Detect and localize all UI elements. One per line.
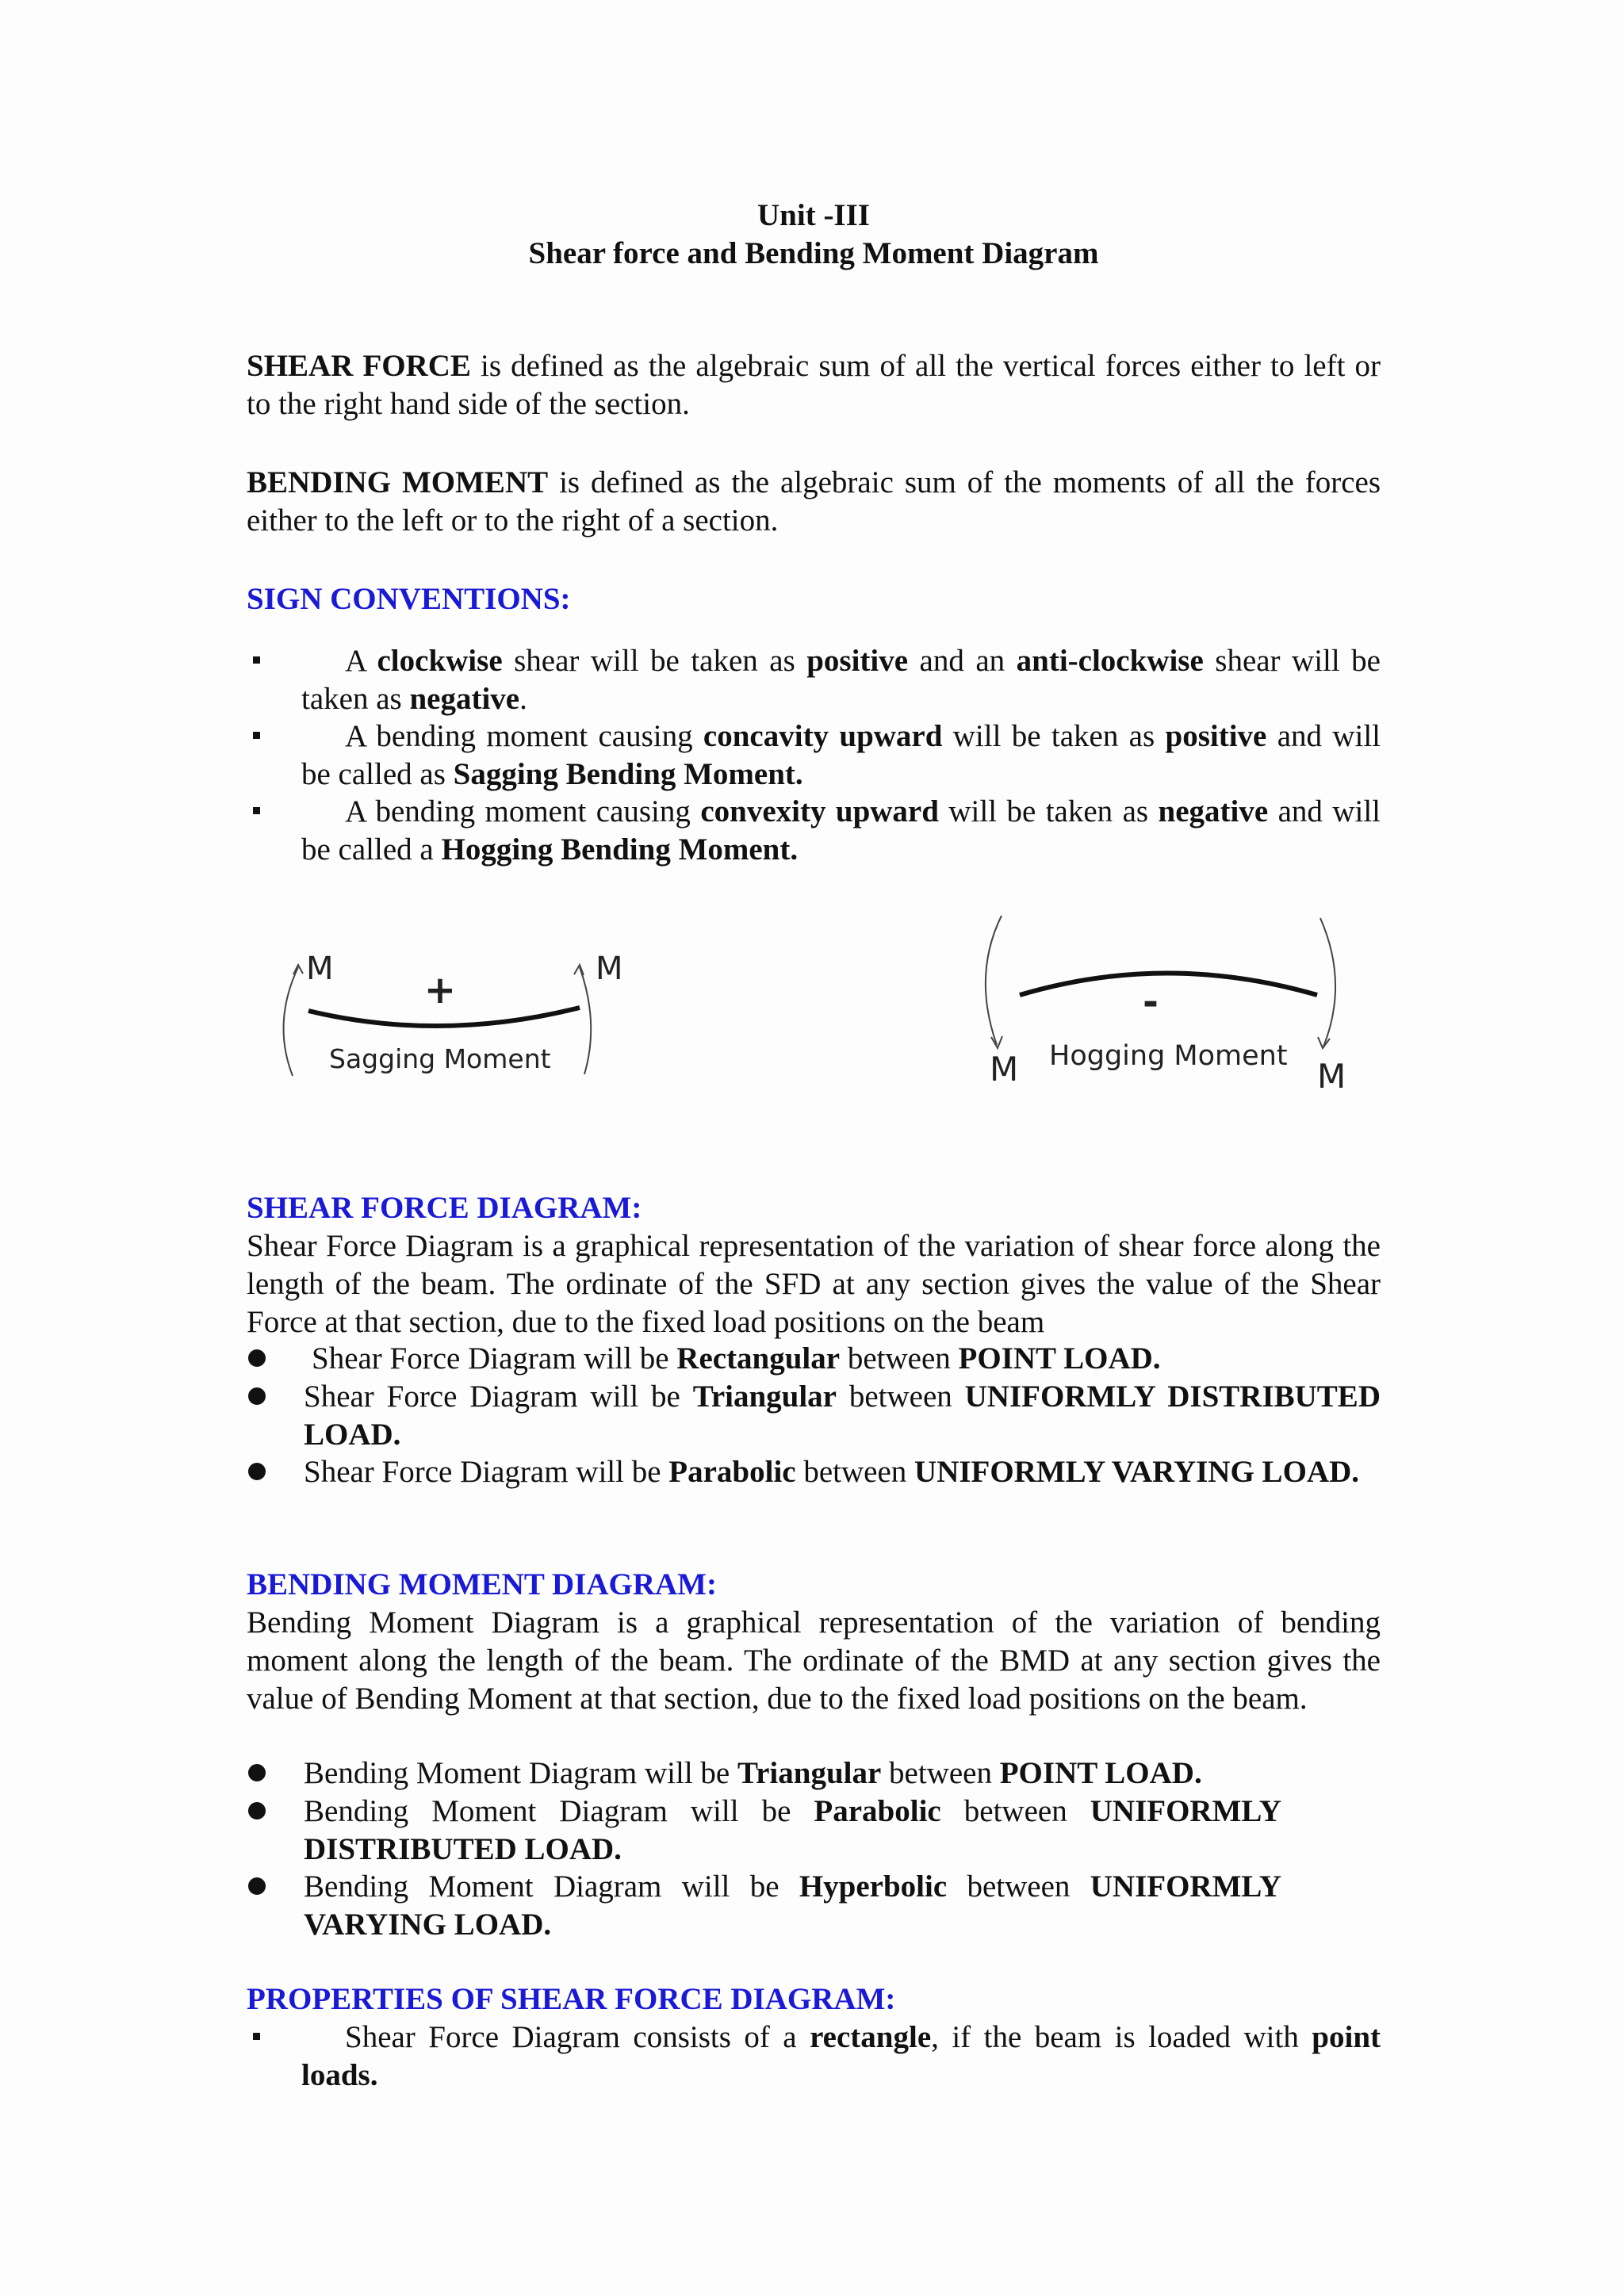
moment-label-left: M bbox=[990, 1050, 1019, 1089]
positive-sign: + bbox=[423, 968, 457, 1012]
sagging-moment-label: Sagging Moment bbox=[329, 1043, 551, 1074]
right-moment-arrow-icon bbox=[1320, 918, 1335, 1047]
list-item: A clockwise shear will be taken as positive and an anti-clockwise shear will be taken as negative. bbox=[247, 642, 1381, 718]
hogging-beam-curve bbox=[1020, 974, 1317, 996]
moment-label-right: M bbox=[1317, 1057, 1346, 1096]
list-item: Shear Force Diagram will be Rectangular between POINT LOAD. bbox=[247, 1340, 1381, 1378]
negative-sign: - bbox=[1143, 980, 1159, 1024]
list-item: Shear Force Diagram consists of a rectangle, if the beam is loaded with point loads. bbox=[247, 2019, 1381, 2095]
hogging-moment-label: Hogging Moment bbox=[1049, 1040, 1288, 1072]
sign-conventions-heading: SIGN CONVENTIONS: bbox=[247, 582, 571, 616]
round-bullet-icon bbox=[248, 1349, 266, 1367]
round-bullet-icon bbox=[248, 1764, 266, 1781]
square-bullet-icon bbox=[253, 656, 260, 664]
list-item: Shear Force Diagram will be Triangular between UNIFORMLY DISTRIBUTED LOAD. bbox=[247, 1378, 1381, 1454]
page-title: Shear force and Bending Moment Diagram bbox=[528, 236, 1099, 270]
list-item: A bending moment causing concavity upward will be taken as positive and will be called as Sagging Bending Moment. bbox=[247, 718, 1381, 794]
list-item: Bending Moment Diagram will be Parabolic between UNIFORMLY DISTRIBUTED LOAD. bbox=[247, 1793, 1281, 1869]
square-bullet-icon bbox=[253, 732, 260, 739]
shear-force-term: SHEAR FORCE bbox=[247, 349, 471, 383]
round-bullet-icon bbox=[248, 1877, 266, 1895]
sfd-properties-heading: PROPERTIES OF SHEAR FORCE DIAGRAM: bbox=[247, 1982, 896, 2016]
moment-label-left: M bbox=[306, 951, 334, 987]
moment-label-right: M bbox=[596, 951, 623, 987]
right-moment-arrow-icon bbox=[580, 967, 591, 1074]
hogging-moment-diagram bbox=[968, 912, 1346, 1102]
list-item: Bending Moment Diagram will be Hyperbolic between UNIFORMLY VARYING LOAD. bbox=[247, 1868, 1281, 1944]
list-item: Bending Moment Diagram will be Triangular between POINT LOAD. bbox=[247, 1755, 1381, 1793]
bmd-heading: BENDING MOMENT DIAGRAM: bbox=[247, 1567, 717, 1601]
list-item: Shear Force Diagram will be Parabolic between UNIFORMLY VARYING LOAD. bbox=[247, 1453, 1381, 1491]
left-moment-arrow-icon bbox=[284, 967, 298, 1076]
sagging-moment-diagram bbox=[270, 947, 623, 1086]
round-bullet-icon bbox=[248, 1802, 266, 1820]
list-item: A bending moment causing convexity upward will be taken as negative and will be called a Hogging Bending Moment. bbox=[247, 793, 1381, 869]
round-bullet-icon bbox=[248, 1387, 266, 1405]
shear-force-definition: SHEAR FORCE is defined as the algebraic sum of all the vertical forces either to left or to the right hand side of the section. bbox=[247, 349, 1381, 421]
bending-moment-term: BENDING MOMENT bbox=[247, 465, 549, 499]
unit-title: Unit -III bbox=[757, 198, 870, 232]
sfd-intro: Shear Force Diagram is a graphical representation of the variation of shear force along the length of the beam. The ordinate of the SFD at any section gives the value of the Shear Force at that section, due to the fixed load positions on the beam bbox=[247, 1229, 1381, 1339]
sfd-heading: SHEAR FORCE DIAGRAM: bbox=[247, 1191, 642, 1225]
bmd-intro: Bending Moment Diagram is a graphical representation of the variation of bending moment along the length of the beam. The ordinate of the BMD at any section gives the value of Bending Moment at that section, due to the fixed load positions on the beam. bbox=[247, 1605, 1381, 1716]
left-moment-arrow-icon bbox=[986, 916, 1002, 1045]
square-bullet-icon bbox=[253, 807, 260, 814]
round-bullet-icon bbox=[248, 1463, 266, 1480]
square-bullet-icon bbox=[253, 2033, 260, 2040]
bending-moment-definition: BENDING MOMENT is defined as the algebraic sum of the moments of all the forces either to the left or to the right of a section. bbox=[247, 465, 1381, 538]
